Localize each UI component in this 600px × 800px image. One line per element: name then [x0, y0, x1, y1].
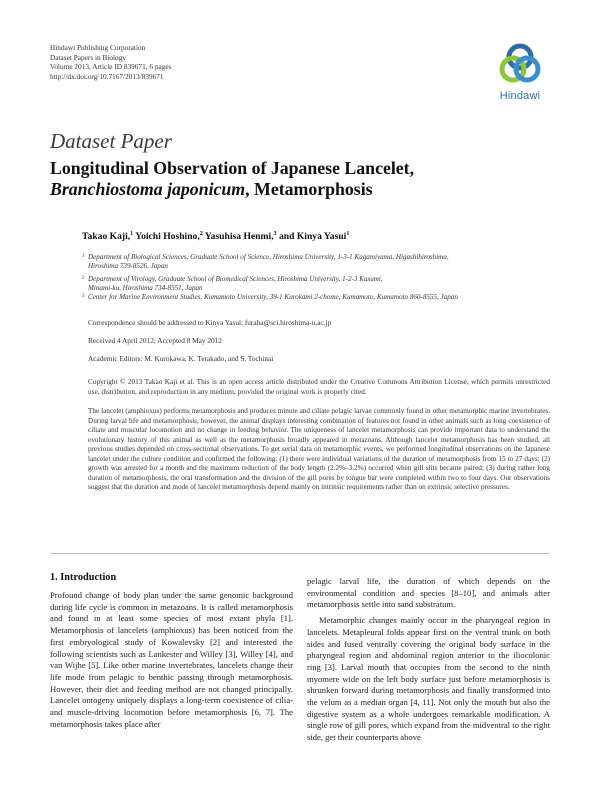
section-divider	[50, 553, 550, 554]
affiliation-number: 2	[82, 275, 85, 281]
article-title	[50, 158, 570, 199]
title-line-2	[50, 179, 570, 200]
publication-info	[50, 43, 171, 81]
affiliations	[82, 253, 572, 302]
copyright-notice: Copyright © 2013 Takao Kaji et al. This is an open access article distributed under the Creative Commons Attribution License, which permits unrestricted use, distribution, and reproduction in any medium, provided the original work is properly cited.	[88, 377, 550, 396]
affiliation-3	[82, 293, 572, 302]
affiliation-text: Department of Virology, Graduate School of Biomedical Sciences, Hiroshima University, 1-2-3 Kasumi,	[88, 274, 383, 283]
journal-line: Dataset Papers in Biology	[50, 52, 126, 62]
doi-line: http://dx.doi.org/10.7167/2013/839671	[50, 71, 164, 81]
body-paragraph: Metamorphic changes mainly occur in the pharyngeal region in lancelets. Metapleural folds appear first on the ventral trunk on both sides and fused ventrally covering the original body surface in the pharyngeal region and abdominal region anterior to the iliocolonic ring [3]. Larval mouth that occupies from the second to the ninth myomere wide on the left body surface just before metamorphosis is shrunken forward during metamorphosis and finally transformed into the velum as a median organ [4, 11]. Not only the mouth but also the digestive system as a whole undergoes remarkable modification. A single row of gill pores, which expand from the midventral to the right side, get their counterparts above	[307, 615, 550, 743]
section-heading: 1. Introduction	[50, 572, 117, 583]
affiliation-number: 1	[82, 254, 85, 259]
received-accepted-dates: Received 4 April 2012; Accepted 8 May 2012	[88, 336, 222, 345]
body-paragraph: pelagic larval life, the duration of which depends on the environmental condition and species [8–10], and animals after metamorphosis settle into sand substratum.	[307, 576, 550, 610]
author-list	[82, 231, 349, 242]
author-name: Yoichi Hoshino,	[135, 231, 200, 243]
title-species: Branchiostoma japonicum	[50, 178, 246, 199]
body-paragraph: Profound change of body plan under the same genomic background during life cycle is common in metazoans. It is called metamorphosis and found in at least some species of most extant phyla [1]. Metamorphosis of lancelets (amphioxus) has been noticed from the first embryological study of Kowalevsky [2] and interested the following scientists such as Lankester and Willey [3], Willey [4], and van Wijhe [5]. Like other marine invertebrates, lancelets change their life mode from pelagic to benthic passing through metamorphosis. However, their diet and feeding method are not changed principally. Lancelet ontogeny uniquely displays a long-term coexistence of cilia- and muscle-driving locomotion before metamorphosis [6, 7]. The metamorphosis takes place after	[50, 590, 293, 729]
body-column-left	[50, 590, 293, 730]
hindawi-logo-icon	[494, 40, 546, 90]
affiliation-text-cont: Hiroshima 739-8526, Japan	[88, 262, 168, 271]
article-type: Dataset Paper	[50, 129, 172, 153]
author-affil-mark: 3	[273, 231, 277, 237]
author-affil-mark: 1	[346, 231, 350, 237]
body-column-right	[307, 576, 550, 744]
title-rest: , Metamorphosis	[245, 178, 373, 199]
affiliation-text-cont: Minami-ku, Hiroshima 734-8551, Japan	[88, 283, 203, 292]
academic-editors: Academic Editors: M. Kurokawa, K. Terakado, and S. Tochinai	[88, 354, 274, 363]
affiliation-number: 3	[82, 294, 85, 300]
affiliation-text: Center for Marine Environment Studies, Kumamoto University, 39-1 Kurokami 2-chome, Kumamoto, Kumamoto 860-8555, Japan	[88, 293, 458, 302]
logo-text: Hindawi	[499, 90, 541, 102]
author-affil-mark: 2	[199, 231, 203, 237]
affiliation-1	[82, 253, 572, 272]
affiliation-2	[82, 275, 572, 294]
author-name: Yasuhisa Henmi,	[204, 231, 274, 243]
affiliation-text: Department of Biological Sciences, Graduate School of Science, Hiroshima University, 1-3-1 Kagamiyama, Higashihiroshima,	[88, 253, 449, 261]
publisher-line: Hindawi Publishing Corporation	[50, 43, 146, 52]
abstract: The lancelet (amphioxus) performs metamorphosis and produces minute and ciliate pelagic larvae commonly found in other metamorphic marine invertebrates. During larval life and metamorphosis, however, the animal displays interesting combination of features not found in other animals such as long coexistence of ciliate and muscular locomotion and no change in feeding behavior. The uniqueness of lancelet metamorphosis can provide important data to understand the evolutionary history of this animal as well as the metamorphosis broadly appeared in metazoans. Although lancelet metamorphosis has been studied, all previous studies depended on cross-sectional observations. To get serial data on metamorphic events, we performed longitudinal observations on the Japanese lancelet under the culture condition and confirmed the following: (1) there were individual variations of the duration of metamorphosis from 15 to 27 days; (2) growth was arrested for a month and the maximum reduction of the body length (2.2%–3.2%) occurred when gill slits became paired; (3) during rather long duration of metamorphosis, the oral transformation and the division of the gill pores by tongue bar were completed within two to four days. Our observations suggest that the duration and mode of lancelet metamorphosis depend mainly on intrinsic requirements rather than on extrinsic selective pressures.	[88, 407, 550, 492]
title-line-1: Longitudinal Observation of Japanese Lancelet,	[50, 158, 415, 178]
author-name: Takao Kaji,	[82, 231, 131, 243]
author-name: and Kinya Yasui	[278, 231, 347, 243]
correspondence: Correspondence should be addressed to Kinya Yasui; furaha@sci.hiroshima-u.ac.jp	[88, 318, 332, 327]
author-affil-mark: 1	[130, 231, 134, 237]
volume-line: Volume 2013, Article ID 839671, 6 pages	[50, 62, 172, 72]
hindawi-logo	[494, 40, 546, 104]
